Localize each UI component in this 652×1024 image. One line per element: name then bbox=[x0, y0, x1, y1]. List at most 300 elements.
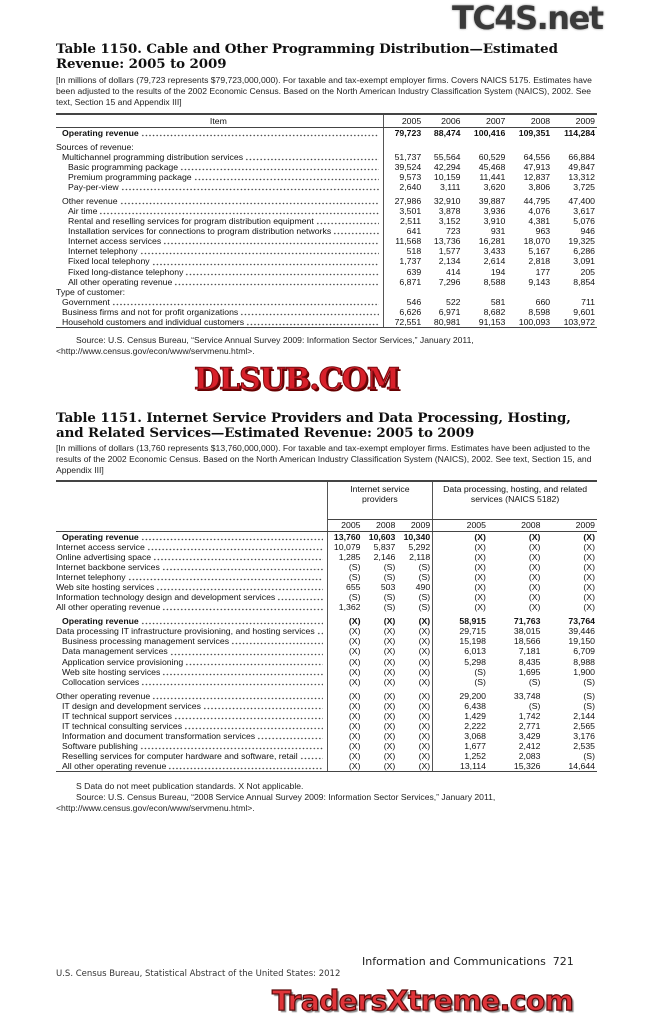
value-cell: (X) bbox=[383, 616, 396, 627]
row-label bbox=[56, 667, 327, 677]
row-label-content bbox=[56, 602, 327, 612]
value-cell: 1,577 bbox=[438, 246, 461, 257]
row-label-content bbox=[62, 152, 383, 162]
watermark-tradersxtreme: TradersXtreme.com bbox=[272, 984, 574, 1017]
value-cell: (S) bbox=[348, 592, 361, 603]
row-label-content bbox=[62, 741, 327, 751]
value-cell: 8,682 bbox=[483, 306, 506, 317]
value-cell: 503 bbox=[380, 581, 396, 592]
value-cell: (X) bbox=[474, 571, 486, 582]
group-header-row bbox=[56, 481, 597, 519]
row-label-text: IT technical consulting services bbox=[62, 721, 183, 731]
row-label bbox=[56, 602, 327, 612]
value-cell: 18,070 bbox=[523, 236, 551, 247]
row-label bbox=[56, 256, 383, 266]
column-header: 2006 bbox=[423, 114, 462, 127]
value-cell: 639 bbox=[406, 266, 422, 277]
value-cell: 66,884 bbox=[568, 151, 595, 162]
value-cell: (X) bbox=[397, 711, 432, 721]
row-label-text: Business processing management services bbox=[62, 636, 230, 647]
row-label bbox=[56, 677, 327, 687]
value-cell: (S) bbox=[474, 666, 486, 677]
row-label bbox=[56, 297, 383, 307]
row-label-text: Internet telephony bbox=[56, 571, 126, 582]
value-cell: (X) bbox=[397, 677, 432, 687]
value-cell: 4,076 bbox=[528, 205, 551, 216]
value-cell: 15,326 bbox=[488, 761, 543, 772]
value-cell: 33,748 bbox=[513, 690, 541, 701]
dot-leader bbox=[141, 617, 323, 625]
table-row bbox=[56, 751, 597, 761]
value-cell: 2,511 bbox=[400, 216, 422, 227]
value-cell: (X) bbox=[583, 541, 595, 552]
page-number: 721 bbox=[552, 955, 574, 968]
value-cell: 3,176 bbox=[573, 731, 595, 742]
table-row bbox=[56, 236, 597, 246]
table-row bbox=[56, 182, 597, 192]
row-label-content bbox=[62, 616, 327, 626]
row-label-content bbox=[62, 751, 327, 761]
row-label-content bbox=[62, 196, 383, 206]
row-label-text: Data management services bbox=[62, 646, 168, 657]
dot-leader bbox=[162, 563, 323, 571]
value-cell: 80,981 bbox=[423, 317, 462, 328]
value-cell: (X) bbox=[397, 741, 432, 751]
dot-leader bbox=[99, 207, 378, 215]
dot-leader bbox=[156, 583, 322, 591]
value-cell: (X) bbox=[474, 581, 486, 592]
row-label-text: Fixed long-distance telephony bbox=[68, 266, 184, 277]
value-cell: (X) bbox=[383, 666, 396, 677]
row-label bbox=[56, 721, 327, 731]
value-cell: 2,118 bbox=[397, 552, 432, 562]
isp-group-header: Internet service providers bbox=[327, 481, 433, 519]
value-cell: (S) bbox=[348, 571, 361, 582]
value-cell bbox=[462, 287, 507, 297]
value-cell: (X) bbox=[348, 616, 361, 627]
row-label-text: Household customers and individual customers bbox=[62, 317, 245, 327]
value-cell: (X) bbox=[383, 741, 396, 752]
row-label bbox=[56, 138, 383, 152]
value-cell: 14,644 bbox=[542, 761, 597, 772]
value-cell: (X) bbox=[383, 710, 396, 721]
row-label bbox=[56, 182, 383, 192]
dot-leader bbox=[185, 658, 322, 666]
row-label-text: Data processing IT infrastructure provisioning, and hosting services bbox=[56, 626, 315, 637]
value-cell: 38,015 bbox=[513, 626, 541, 637]
value-cell: (X) bbox=[528, 541, 541, 552]
row-label-content bbox=[56, 287, 383, 297]
row-label-text: Application service provisioning bbox=[62, 656, 184, 667]
dot-leader bbox=[317, 627, 323, 635]
value-cell: (X) bbox=[348, 751, 361, 762]
table-row bbox=[56, 677, 597, 687]
value-cell: 60,529 bbox=[478, 151, 506, 162]
row-label-text: Internet access service bbox=[56, 541, 145, 552]
value-cell: (X) bbox=[528, 602, 541, 613]
value-cell: 518 bbox=[406, 246, 422, 257]
value-cell: (X) bbox=[397, 667, 432, 677]
row-label bbox=[56, 552, 327, 562]
value-cell: (X) bbox=[348, 710, 361, 721]
table-row bbox=[56, 592, 597, 602]
table-row bbox=[56, 612, 597, 626]
year-header: 2008 bbox=[488, 519, 543, 531]
row-label-text: Reselling services for computer hardware and software, retail bbox=[62, 751, 298, 762]
value-cell: 1,737 bbox=[399, 256, 422, 267]
row-label bbox=[56, 741, 327, 751]
row-label-text: Other operating revenue bbox=[56, 690, 151, 701]
value-cell: 2,818 bbox=[528, 256, 551, 267]
table-row bbox=[56, 667, 597, 677]
value-cell: (X) bbox=[383, 676, 396, 687]
table-1150-title: Table 1150. Cable and Other Programming Distribution—Estimated Revenue: 2005 to 2009 bbox=[56, 41, 558, 72]
table-row bbox=[56, 256, 597, 266]
value-cell: 79,723 bbox=[394, 127, 422, 138]
source-url: <http://www.census.gov/econ/www/servmenu.html>. bbox=[56, 346, 255, 356]
value-cell: 3,111 bbox=[440, 181, 461, 192]
row-label-text: Multichannel programming distribution services bbox=[62, 151, 244, 162]
row-label bbox=[56, 636, 327, 646]
value-cell: (X) bbox=[583, 531, 595, 542]
table-row bbox=[56, 731, 597, 741]
row-label-text: Type of customer: bbox=[56, 286, 126, 297]
value-cell: 10,340 bbox=[397, 531, 432, 542]
row-label-content bbox=[62, 657, 327, 667]
value-cell: (X) bbox=[397, 626, 432, 636]
value-cell: 1,677 bbox=[464, 741, 486, 752]
row-label-content bbox=[62, 646, 327, 656]
source-text: Source: U.S. Census Bureau, “Service Annual Survey 2009: Information Sector Services,” January 2011, bbox=[76, 335, 474, 345]
row-label bbox=[56, 626, 327, 636]
value-cell: 3,936 bbox=[483, 205, 506, 216]
dot-leader bbox=[277, 593, 322, 601]
value-cell: (X) bbox=[348, 741, 361, 752]
value-cell: 114,284 bbox=[564, 127, 595, 138]
table-row bbox=[56, 711, 597, 721]
value-cell: (S) bbox=[583, 751, 595, 762]
value-cell: 19,150 bbox=[568, 636, 595, 647]
dot-leader bbox=[141, 129, 379, 137]
value-cell: 2,083 bbox=[518, 751, 541, 762]
column-header: 2008 bbox=[507, 114, 552, 127]
row-label-content bbox=[62, 317, 383, 327]
row-label-content bbox=[62, 297, 383, 307]
value-cell: (X) bbox=[583, 561, 595, 572]
value-cell: (X) bbox=[474, 602, 486, 613]
dot-leader bbox=[170, 648, 323, 656]
dot-leader bbox=[180, 163, 379, 171]
value-cell: (S) bbox=[474, 676, 486, 687]
value-cell: 10,159 bbox=[433, 171, 461, 182]
item-header bbox=[56, 481, 327, 531]
row-label-content bbox=[62, 711, 327, 721]
row-label-content bbox=[62, 701, 327, 711]
row-label bbox=[56, 287, 383, 297]
value-cell: (S) bbox=[383, 571, 396, 582]
value-cell: (S) bbox=[348, 561, 361, 572]
row-label-content bbox=[56, 626, 327, 636]
table-row bbox=[56, 297, 597, 307]
table-row bbox=[56, 246, 597, 256]
value-cell: 47,913 bbox=[523, 161, 551, 172]
value-cell: 1,695 bbox=[518, 666, 541, 677]
value-cell: (X) bbox=[348, 656, 361, 667]
row-label-text: Other revenue bbox=[62, 195, 118, 206]
row-label bbox=[56, 192, 383, 206]
value-cell: 72,551 bbox=[383, 317, 423, 328]
row-label-text: Business firms and not for profit organizations bbox=[62, 306, 239, 317]
value-cell: (X) bbox=[583, 602, 595, 613]
value-cell bbox=[552, 287, 597, 297]
row-label-text: Sources of revenue: bbox=[56, 141, 134, 152]
row-label-content bbox=[62, 677, 327, 687]
row-label bbox=[56, 246, 383, 256]
value-cell: 44,795 bbox=[523, 195, 551, 206]
row-label bbox=[56, 277, 383, 287]
row-label bbox=[56, 206, 383, 216]
row-label-content bbox=[56, 592, 327, 602]
value-cell: (S) bbox=[383, 561, 396, 572]
value-cell: (X) bbox=[397, 657, 432, 667]
value-cell: (X) bbox=[528, 561, 541, 572]
value-cell: 3,433 bbox=[483, 246, 506, 257]
value-cell: (X) bbox=[397, 636, 432, 646]
value-cell: 15,198 bbox=[459, 636, 486, 647]
table-row bbox=[56, 562, 597, 572]
value-cell: 660 bbox=[535, 296, 551, 307]
row-label bbox=[56, 751, 327, 761]
value-cell: (X) bbox=[363, 761, 398, 772]
table-row bbox=[56, 701, 597, 711]
dot-leader bbox=[152, 692, 322, 700]
value-cell: 5,837 bbox=[373, 541, 396, 552]
value-cell: 39,887 bbox=[478, 195, 506, 206]
footer-publication: U.S. Census Bureau, Statistical Abstract of the United States: 2012 bbox=[56, 969, 341, 979]
row-label bbox=[56, 267, 383, 277]
value-cell bbox=[423, 287, 462, 297]
row-label bbox=[56, 646, 327, 656]
value-cell: 2,146 bbox=[373, 551, 396, 562]
value-cell: 6,286 bbox=[573, 246, 595, 257]
row-label bbox=[56, 562, 327, 572]
value-cell: 931 bbox=[490, 226, 506, 237]
value-cell: (X) bbox=[383, 751, 396, 762]
row-label bbox=[56, 226, 383, 236]
row-label-content bbox=[68, 256, 383, 266]
source-url: <http://www.census.gov/econ/www/servmenu.html>. bbox=[56, 803, 255, 813]
row-label bbox=[56, 127, 383, 138]
table-row bbox=[56, 646, 597, 656]
dot-leader bbox=[168, 762, 322, 770]
row-label-content bbox=[56, 572, 327, 582]
dot-leader bbox=[246, 318, 379, 326]
value-cell: 100,093 bbox=[507, 317, 552, 328]
value-cell bbox=[507, 138, 552, 152]
row-label-content bbox=[56, 142, 383, 152]
dot-leader bbox=[162, 668, 322, 676]
table-row bbox=[56, 626, 597, 636]
value-cell: 3,068 bbox=[464, 731, 486, 742]
row-label-text: Internet access services bbox=[68, 236, 162, 247]
value-cell: 11,568 bbox=[395, 236, 422, 247]
table-row bbox=[56, 552, 597, 562]
value-cell: 177 bbox=[535, 266, 551, 277]
row-label-text: IT technical support services bbox=[62, 710, 172, 721]
row-label-content bbox=[62, 721, 327, 731]
dot-leader bbox=[316, 217, 379, 225]
value-cell: (X) bbox=[383, 700, 396, 711]
value-cell: 6,709 bbox=[573, 646, 595, 657]
dot-leader bbox=[184, 722, 323, 730]
value-cell: 194 bbox=[490, 266, 506, 277]
value-cell: (X) bbox=[348, 666, 361, 677]
value-cell: 16,281 bbox=[478, 236, 506, 247]
value-cell: 11,441 bbox=[479, 171, 506, 182]
value-cell: 546 bbox=[406, 296, 422, 307]
value-cell: (X) bbox=[348, 700, 361, 711]
row-label-text: Web site hosting services bbox=[62, 666, 161, 677]
row-label-content bbox=[68, 206, 383, 216]
value-cell: 2,535 bbox=[573, 741, 595, 752]
row-label-text: Online advertising space bbox=[56, 551, 152, 562]
value-cell: 1,362 bbox=[338, 602, 361, 613]
row-label-content bbox=[68, 267, 383, 277]
table-row bbox=[56, 636, 597, 646]
row-label bbox=[56, 162, 383, 172]
value-cell: (X) bbox=[348, 690, 361, 701]
row-label-content bbox=[68, 246, 383, 256]
table-row bbox=[56, 206, 597, 216]
dot-leader bbox=[231, 637, 323, 645]
table-row bbox=[56, 317, 597, 328]
value-cell: 2,412 bbox=[518, 741, 541, 752]
value-cell: (X) bbox=[383, 636, 396, 647]
value-cell: 1,429 bbox=[464, 710, 486, 721]
value-cell: (X) bbox=[474, 551, 486, 562]
column-header: Item bbox=[56, 114, 383, 127]
value-cell: (X) bbox=[528, 551, 541, 562]
row-label-text: Rental and reselling services for program distribution equipment bbox=[68, 216, 314, 227]
table-row bbox=[56, 267, 597, 277]
row-label-content bbox=[62, 532, 327, 542]
value-cell: 2,640 bbox=[399, 181, 422, 192]
table-row bbox=[56, 687, 597, 701]
header-row bbox=[56, 114, 597, 127]
value-cell: 9,601 bbox=[573, 306, 595, 317]
value-cell: (X) bbox=[348, 676, 361, 687]
row-label-text: Web site hosting services bbox=[56, 581, 155, 592]
row-label-content bbox=[56, 691, 327, 701]
table-row bbox=[56, 277, 597, 287]
row-label-text: Internet telephony bbox=[68, 246, 138, 257]
value-cell: 8,854 bbox=[573, 276, 595, 287]
row-label-text: Premium programming package bbox=[68, 171, 192, 182]
value-cell: 49,847 bbox=[568, 161, 595, 172]
row-label bbox=[56, 307, 383, 317]
row-label-text: Information and document transformation services bbox=[62, 731, 256, 742]
value-cell: (S) bbox=[583, 700, 595, 711]
value-cell: (X) bbox=[348, 636, 361, 647]
dot-leader bbox=[174, 278, 378, 286]
row-label-content bbox=[68, 182, 383, 192]
value-cell: 88,474 bbox=[433, 127, 461, 138]
table-row bbox=[56, 721, 597, 731]
value-cell: 103,972 bbox=[552, 317, 597, 328]
table-row bbox=[56, 582, 597, 592]
value-cell: 18,566 bbox=[513, 636, 541, 647]
source-text: Source: U.S. Census Bureau, “2008 Service Annual Survey 2009: Information Sector Services,” January 2011, bbox=[76, 792, 496, 802]
value-cell: (X) bbox=[348, 626, 361, 637]
value-cell: 490 bbox=[397, 582, 432, 592]
value-cell: (X) bbox=[383, 656, 396, 667]
value-cell: 51,737 bbox=[394, 151, 422, 162]
table-1150-source bbox=[56, 335, 474, 357]
value-cell bbox=[383, 287, 423, 297]
value-cell: (X) bbox=[528, 531, 541, 542]
value-cell: 3,806 bbox=[528, 181, 551, 192]
value-cell: (X) bbox=[383, 731, 396, 742]
value-cell bbox=[462, 138, 507, 152]
row-label-text: Operating revenue bbox=[62, 127, 139, 138]
value-cell: 3,152 bbox=[438, 216, 461, 227]
value-cell: (S) bbox=[397, 572, 432, 582]
value-cell: 8,598 bbox=[528, 306, 551, 317]
row-label bbox=[56, 317, 383, 328]
value-cell: (X) bbox=[397, 612, 432, 626]
value-cell: (X) bbox=[397, 687, 432, 701]
value-cell: 58,915 bbox=[459, 616, 486, 627]
value-cell: (X) bbox=[528, 581, 541, 592]
value-cell: 2,144 bbox=[573, 710, 595, 721]
value-cell: (X) bbox=[474, 592, 486, 603]
value-cell: (X) bbox=[383, 690, 396, 701]
dot-leader bbox=[185, 268, 378, 276]
value-cell: 3,429 bbox=[518, 731, 541, 742]
dot-leader bbox=[121, 183, 379, 191]
year-header: 2009 bbox=[397, 519, 432, 531]
row-label bbox=[56, 236, 383, 246]
value-cell: 3,501 bbox=[399, 205, 422, 216]
value-cell: 8,435 bbox=[518, 656, 541, 667]
value-cell: (X) bbox=[383, 721, 396, 731]
dot-leader bbox=[120, 197, 379, 205]
dot-leader bbox=[257, 732, 323, 740]
value-cell: 6,438 bbox=[464, 700, 486, 711]
row-label-content bbox=[68, 162, 383, 172]
value-cell: (X) bbox=[583, 581, 595, 592]
row-label-text: Information technology design and development services bbox=[56, 592, 276, 603]
value-cell: (X) bbox=[397, 751, 432, 761]
value-cell: 205 bbox=[580, 266, 595, 277]
value-cell: 641 bbox=[406, 226, 422, 237]
row-label-content bbox=[62, 731, 327, 741]
dot-leader bbox=[240, 308, 379, 316]
dot-leader bbox=[147, 543, 323, 551]
watermark-dlsub: DLSUB.COM bbox=[194, 362, 399, 397]
table-row bbox=[56, 172, 597, 182]
row-label bbox=[56, 531, 327, 542]
row-label-content bbox=[68, 216, 383, 226]
table-1150 bbox=[56, 113, 597, 328]
value-cell: 6,626 bbox=[399, 306, 422, 317]
value-cell: (X) bbox=[528, 571, 541, 582]
value-cell: (X) bbox=[348, 721, 361, 731]
value-cell: (X) bbox=[474, 541, 486, 552]
value-cell: 7,296 bbox=[438, 276, 461, 287]
year-header: 2009 bbox=[542, 519, 597, 531]
table-section-heading bbox=[56, 138, 597, 152]
